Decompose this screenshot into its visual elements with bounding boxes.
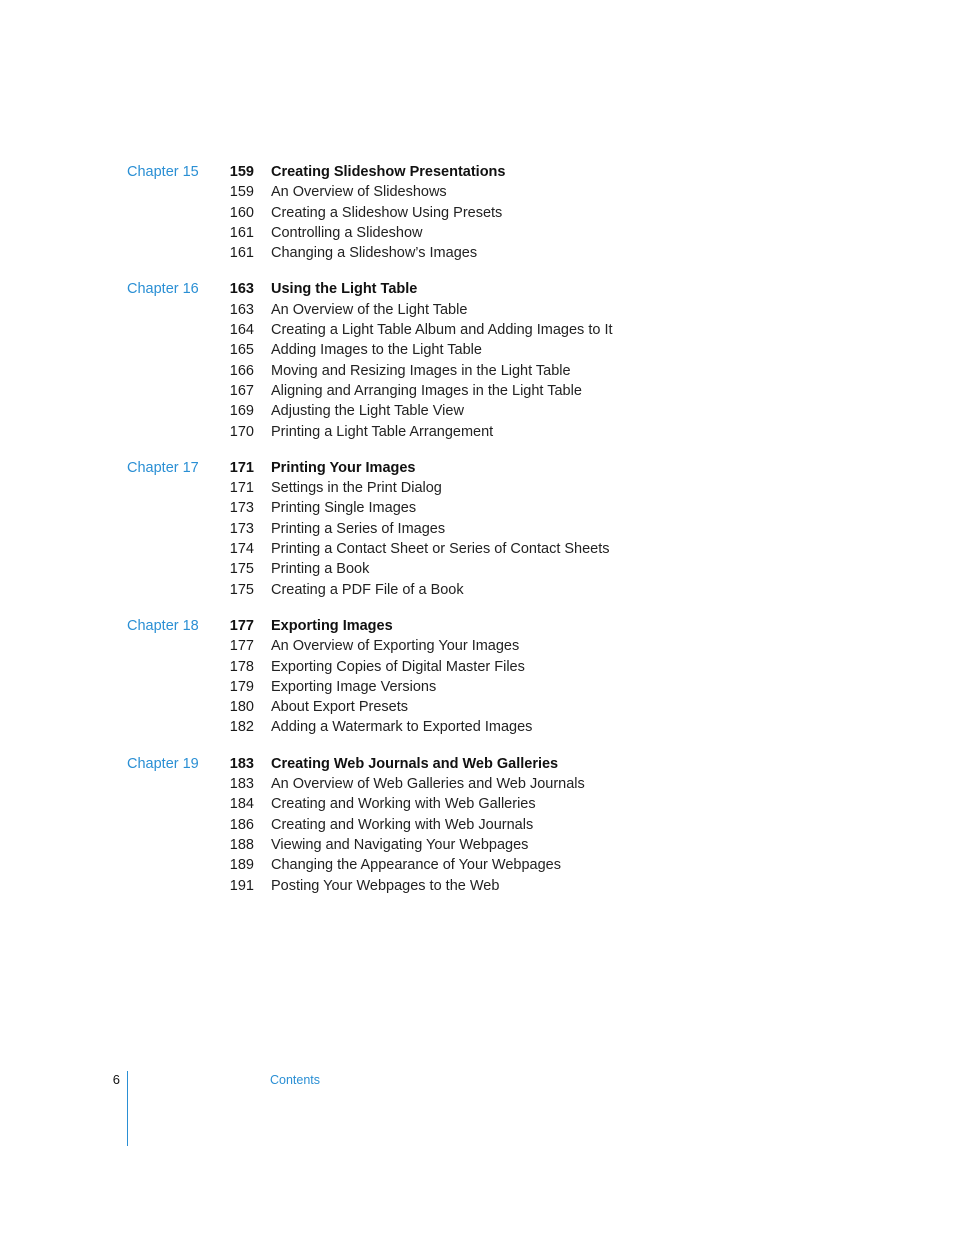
toc-page-number: 177 (229, 617, 254, 634)
toc-entry-title: Adding a Watermark to Exported Images (271, 719, 533, 736)
toc-page-number: 163 (229, 301, 254, 318)
toc-page-number: 171 (229, 480, 254, 497)
toc-entry-title: Settings in the Print Dialog (271, 480, 442, 497)
toc-entry-title: Creating a Slideshow Using Presets (271, 204, 503, 221)
chapter-block (0, 754, 954, 896)
toc-entry-title: Adjusting the Light Table View (271, 403, 464, 420)
toc-entry[interactable] (0, 657, 954, 677)
table-of-contents (0, 162, 954, 912)
toc-page-number: 171 (229, 459, 254, 476)
toc-entry[interactable] (0, 697, 954, 717)
chapter-block (0, 162, 954, 263)
chapter-heading-entry[interactable] (0, 616, 954, 636)
toc-page-number: 164 (229, 322, 254, 339)
toc-page-number: 178 (229, 658, 254, 675)
toc-entry-title: Creating a PDF File of a Book (271, 581, 464, 598)
toc-entry-title: Posting Your Webpages to the Web (271, 877, 500, 894)
toc-entry-title: An Overview of the Light Table (271, 301, 468, 318)
toc-entry-title: Using the Light Table (271, 281, 418, 298)
toc-entry-title: Moving and Resizing Images in the Light Table (271, 362, 571, 379)
toc-entry-title: An Overview of Web Galleries and Web Journals (271, 776, 585, 793)
toc-entry-title: Printing a Light Table Arrangement (271, 423, 494, 440)
chapter-heading-entry[interactable] (0, 754, 954, 774)
toc-entry[interactable] (0, 636, 954, 656)
toc-entry-title: Exporting Copies of Digital Master Files (271, 658, 525, 675)
toc-entry[interactable] (0, 300, 954, 320)
toc-page-number: 175 (229, 561, 254, 578)
toc-entry[interactable] (0, 835, 954, 855)
toc-entry-title: Aligning and Arranging Images in the Light Table (271, 382, 582, 399)
chapter-label[interactable]: Chapter 18 (127, 617, 199, 634)
toc-entry-title: Creating Slideshow Presentations (271, 164, 506, 180)
toc-entry[interactable] (0, 774, 954, 794)
toc-entry[interactable] (0, 381, 954, 401)
toc-entry-title: Changing a Slideshow’s Images (271, 245, 478, 262)
toc-entry-title: Viewing and Navigating Your Webpages (271, 836, 529, 853)
toc-entry[interactable] (0, 539, 954, 559)
toc-entry-title: About Export Presets (271, 699, 409, 716)
toc-entry[interactable] (0, 401, 954, 421)
toc-entry-title: Controlling a Slideshow (271, 224, 423, 241)
toc-entry-title: Creating Web Journals and Web Galleries (271, 755, 559, 772)
toc-page-number: 166 (229, 362, 254, 379)
toc-page-number: 174 (229, 541, 254, 558)
chapter-heading-entry[interactable] (0, 458, 954, 478)
toc-page-number: 161 (229, 245, 254, 262)
toc-page-number: 163 (229, 281, 254, 298)
toc-entry[interactable] (0, 320, 954, 340)
toc-page-number: 188 (229, 836, 254, 853)
chapter-block (0, 279, 954, 441)
toc-entry-title: An Overview of Exporting Your Images (271, 638, 520, 655)
toc-entry[interactable] (0, 361, 954, 381)
chapter-label[interactable]: Chapter 15 (127, 164, 199, 180)
toc-page-number: 169 (229, 403, 254, 420)
toc-entry[interactable] (0, 815, 954, 835)
toc-entry-title: Creating and Working with Web Journals (271, 816, 534, 833)
toc-entry-title: Printing a Contact Sheet or Series of Contact Sheets (271, 541, 610, 558)
toc-page-number: 165 (229, 342, 254, 359)
toc-page-number: 161 (229, 224, 254, 241)
toc-entry[interactable] (0, 677, 954, 697)
toc-entry-title: Printing a Book (271, 561, 370, 578)
toc-page-number: 173 (229, 500, 254, 517)
toc-entry-title: Printing Single Images (271, 500, 417, 517)
toc-entry-title: Exporting Images (271, 617, 393, 634)
toc-entry[interactable] (0, 794, 954, 814)
toc-page-number: 159 (229, 184, 254, 201)
footer-section-title: Contents (270, 1073, 321, 1087)
toc-page-number: 182 (229, 719, 254, 736)
chapter-label[interactable]: Chapter 17 (127, 459, 199, 476)
chapter-heading-entry[interactable] (0, 162, 954, 182)
toc-entry[interactable] (0, 243, 954, 263)
toc-page-number: 160 (229, 204, 254, 221)
toc-entry[interactable] (0, 559, 954, 579)
toc-page-number: 183 (229, 776, 254, 793)
toc-page-number: 173 (229, 520, 254, 537)
toc-page-number: 179 (229, 678, 254, 695)
toc-page-number: 177 (229, 638, 254, 655)
toc-entry[interactable] (0, 203, 954, 223)
toc-entry-title: Printing a Series of Images (271, 520, 446, 537)
toc-entry[interactable] (0, 182, 954, 202)
toc-entry-title: Creating a Light Table Album and Adding Images to It (271, 322, 613, 339)
toc-entry-title: Creating and Working with Web Galleries (271, 796, 536, 813)
toc-page-number: 180 (229, 699, 254, 716)
footer-divider (127, 1071, 128, 1146)
toc-entry-title: Printing Your Images (271, 459, 416, 476)
toc-page-number: 159 (229, 164, 254, 180)
toc-entry[interactable] (0, 580, 954, 600)
chapter-label[interactable]: Chapter 19 (127, 755, 199, 772)
toc-page-number: 183 (229, 755, 254, 772)
toc-page-number: 170 (229, 423, 254, 440)
toc-entry-title: Exporting Image Versions (271, 678, 437, 695)
toc-entry[interactable] (0, 340, 954, 360)
chapter-block (0, 616, 954, 738)
toc-page-number: 167 (229, 382, 254, 399)
toc-entry[interactable] (0, 223, 954, 243)
toc-page-number: 184 (229, 796, 254, 813)
toc-entry[interactable] (0, 519, 954, 539)
toc-entry[interactable] (0, 498, 954, 518)
footer-page-number: 6 (112, 1072, 120, 1087)
toc-page-number: 189 (229, 857, 254, 874)
toc-entry-title: An Overview of Slideshows (271, 184, 447, 201)
chapter-label[interactable]: Chapter 16 (127, 281, 199, 298)
chapter-block (0, 458, 954, 600)
toc-page-number: 186 (229, 816, 254, 833)
toc-entry-title: Adding Images to the Light Table (271, 342, 482, 359)
toc-entry[interactable] (0, 717, 954, 737)
toc-entry[interactable] (0, 422, 954, 442)
toc-entry[interactable] (0, 855, 954, 875)
chapter-heading-entry[interactable] (0, 279, 954, 299)
toc-page-number: 191 (229, 877, 254, 894)
toc-entry[interactable] (0, 478, 954, 498)
toc-entry[interactable] (0, 876, 954, 896)
toc-entry-title: Changing the Appearance of Your Webpages (271, 857, 561, 874)
toc-page-number: 175 (229, 581, 254, 598)
